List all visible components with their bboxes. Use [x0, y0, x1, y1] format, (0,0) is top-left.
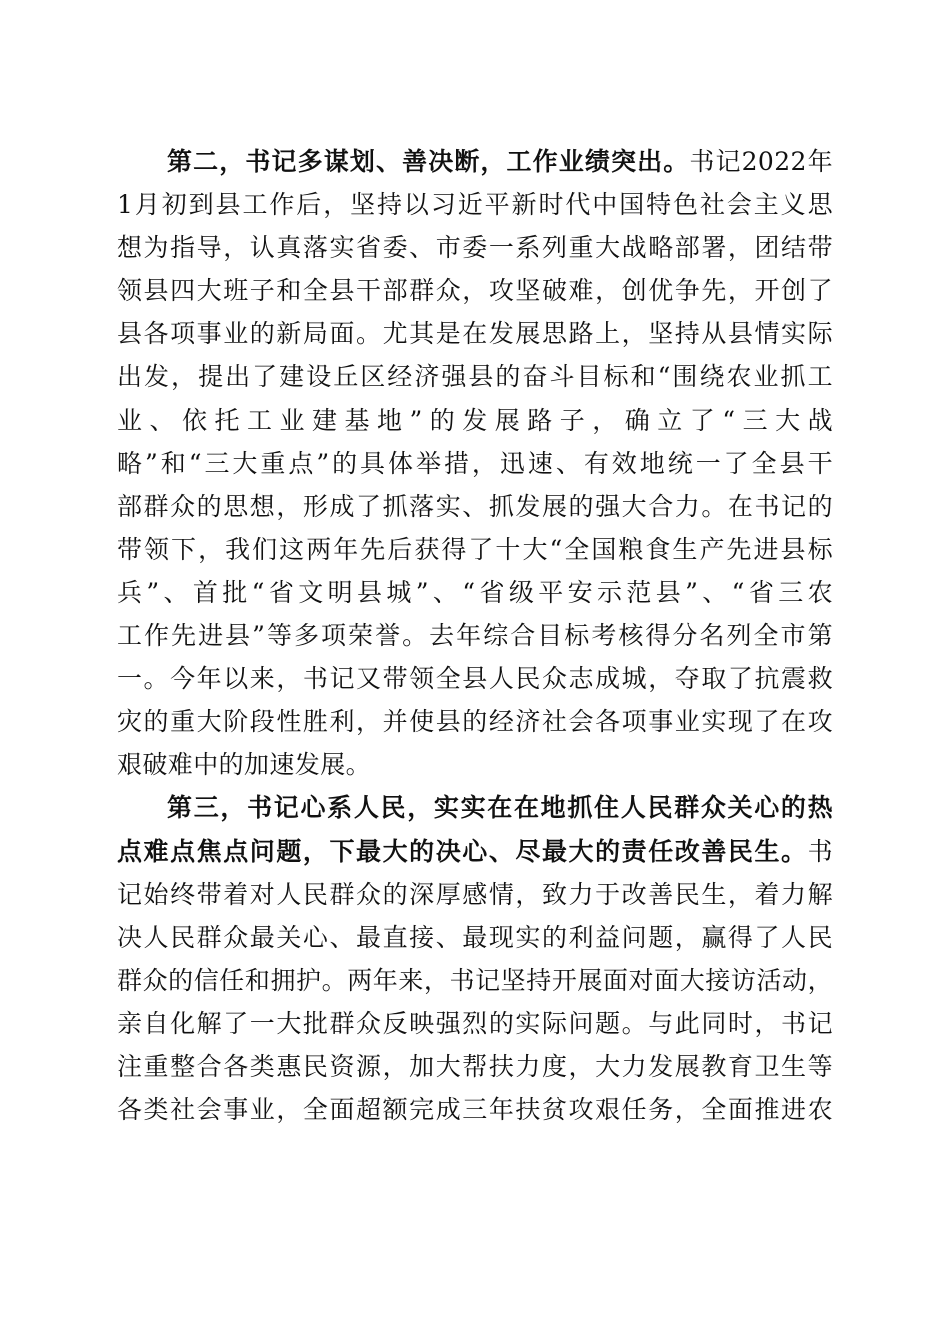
text-line: 部群众的思想，形成了抓落实、抓发展的强大合力。在书记的: [117, 491, 833, 521]
text-line: 亲自化解了一大批群众反映强烈的实际问题。与此同时，书记: [117, 1008, 833, 1038]
text-line: 第三，书记心系人民，实实在在地抓住人民群众关心的热: [167, 793, 833, 823]
line-text: 书: [807, 836, 833, 866]
text-line: [117, 140, 833, 183]
text-line: 1月初到县工作后，坚持以习近平新时代中国特色社会主义思: [117, 190, 833, 220]
text-line: 想为指导，认真落实省委、市委一系列重大战略部署，团结带: [117, 233, 833, 263]
text-line: 略”和“三大重点”的具体举措，迅速、有效地统一了全县干: [117, 448, 833, 478]
document-body: [117, 140, 833, 1131]
text-line: 艰破难中的加速发展。: [117, 750, 372, 780]
text-line: 决人民群众最关心、最直接、最现实的利益问题，赢得了人民: [117, 922, 833, 952]
paragraph-third-point: [117, 786, 833, 1131]
text-line: 一。今年以来，书记又带领全县人民众志成城，夺取了抗震救: [117, 664, 833, 694]
text-line: 县各项事业的新局面。尤其是在发展思路上，坚持从县情实际: [117, 319, 833, 349]
line-text: 书记2022年: [689, 147, 833, 176]
text-line: 带领下，我们这两年先后获得了十大“全国粮食生产先进县标: [117, 534, 833, 564]
paragraph-second-point: [117, 140, 833, 786]
text-line: 兵”、首批“省文明县城”、“省级平安示范县”、“省三农: [117, 577, 833, 607]
text-line: 注重整合各类惠民资源，加大帮扶力度，大力发展教育卫生等: [117, 1051, 833, 1081]
text-line: 业、依托工业建基地”的发展路子，确立了“三大战: [117, 405, 833, 435]
bold-heading-text: 第二，书记多谋划、善决断，工作业绩突出。: [167, 147, 690, 176]
text-line: 灾的重大阶段性胜利，并使县的经济社会各项事业实现了在攻: [117, 707, 833, 737]
text-line: 出发，提出了建设丘区经济强县的奋斗目标和“围绕农业抓工: [117, 362, 833, 392]
text-line: 领县四大班子和全县干部群众，攻坚破难，创优争先，开创了: [117, 276, 833, 306]
text-line: 记始终带着对人民群众的深厚感情，致力于改善民生，着力解: [117, 879, 833, 909]
bold-heading-text: 点难点焦点问题，下最大的决心、尽最大的责任改善民生。: [117, 836, 808, 866]
text-line: 各类社会事业，全面超额完成三年扶贫攻艰任务，全面推进农: [117, 1095, 833, 1125]
text-line: 群众的信任和拥护。两年来，书记坚持开展面对面大接访活动，: [117, 965, 833, 995]
text-line: 工作先进县”等多项荣誉。去年综合目标考核得分名列全市第: [117, 621, 833, 651]
text-line: [117, 830, 833, 873]
